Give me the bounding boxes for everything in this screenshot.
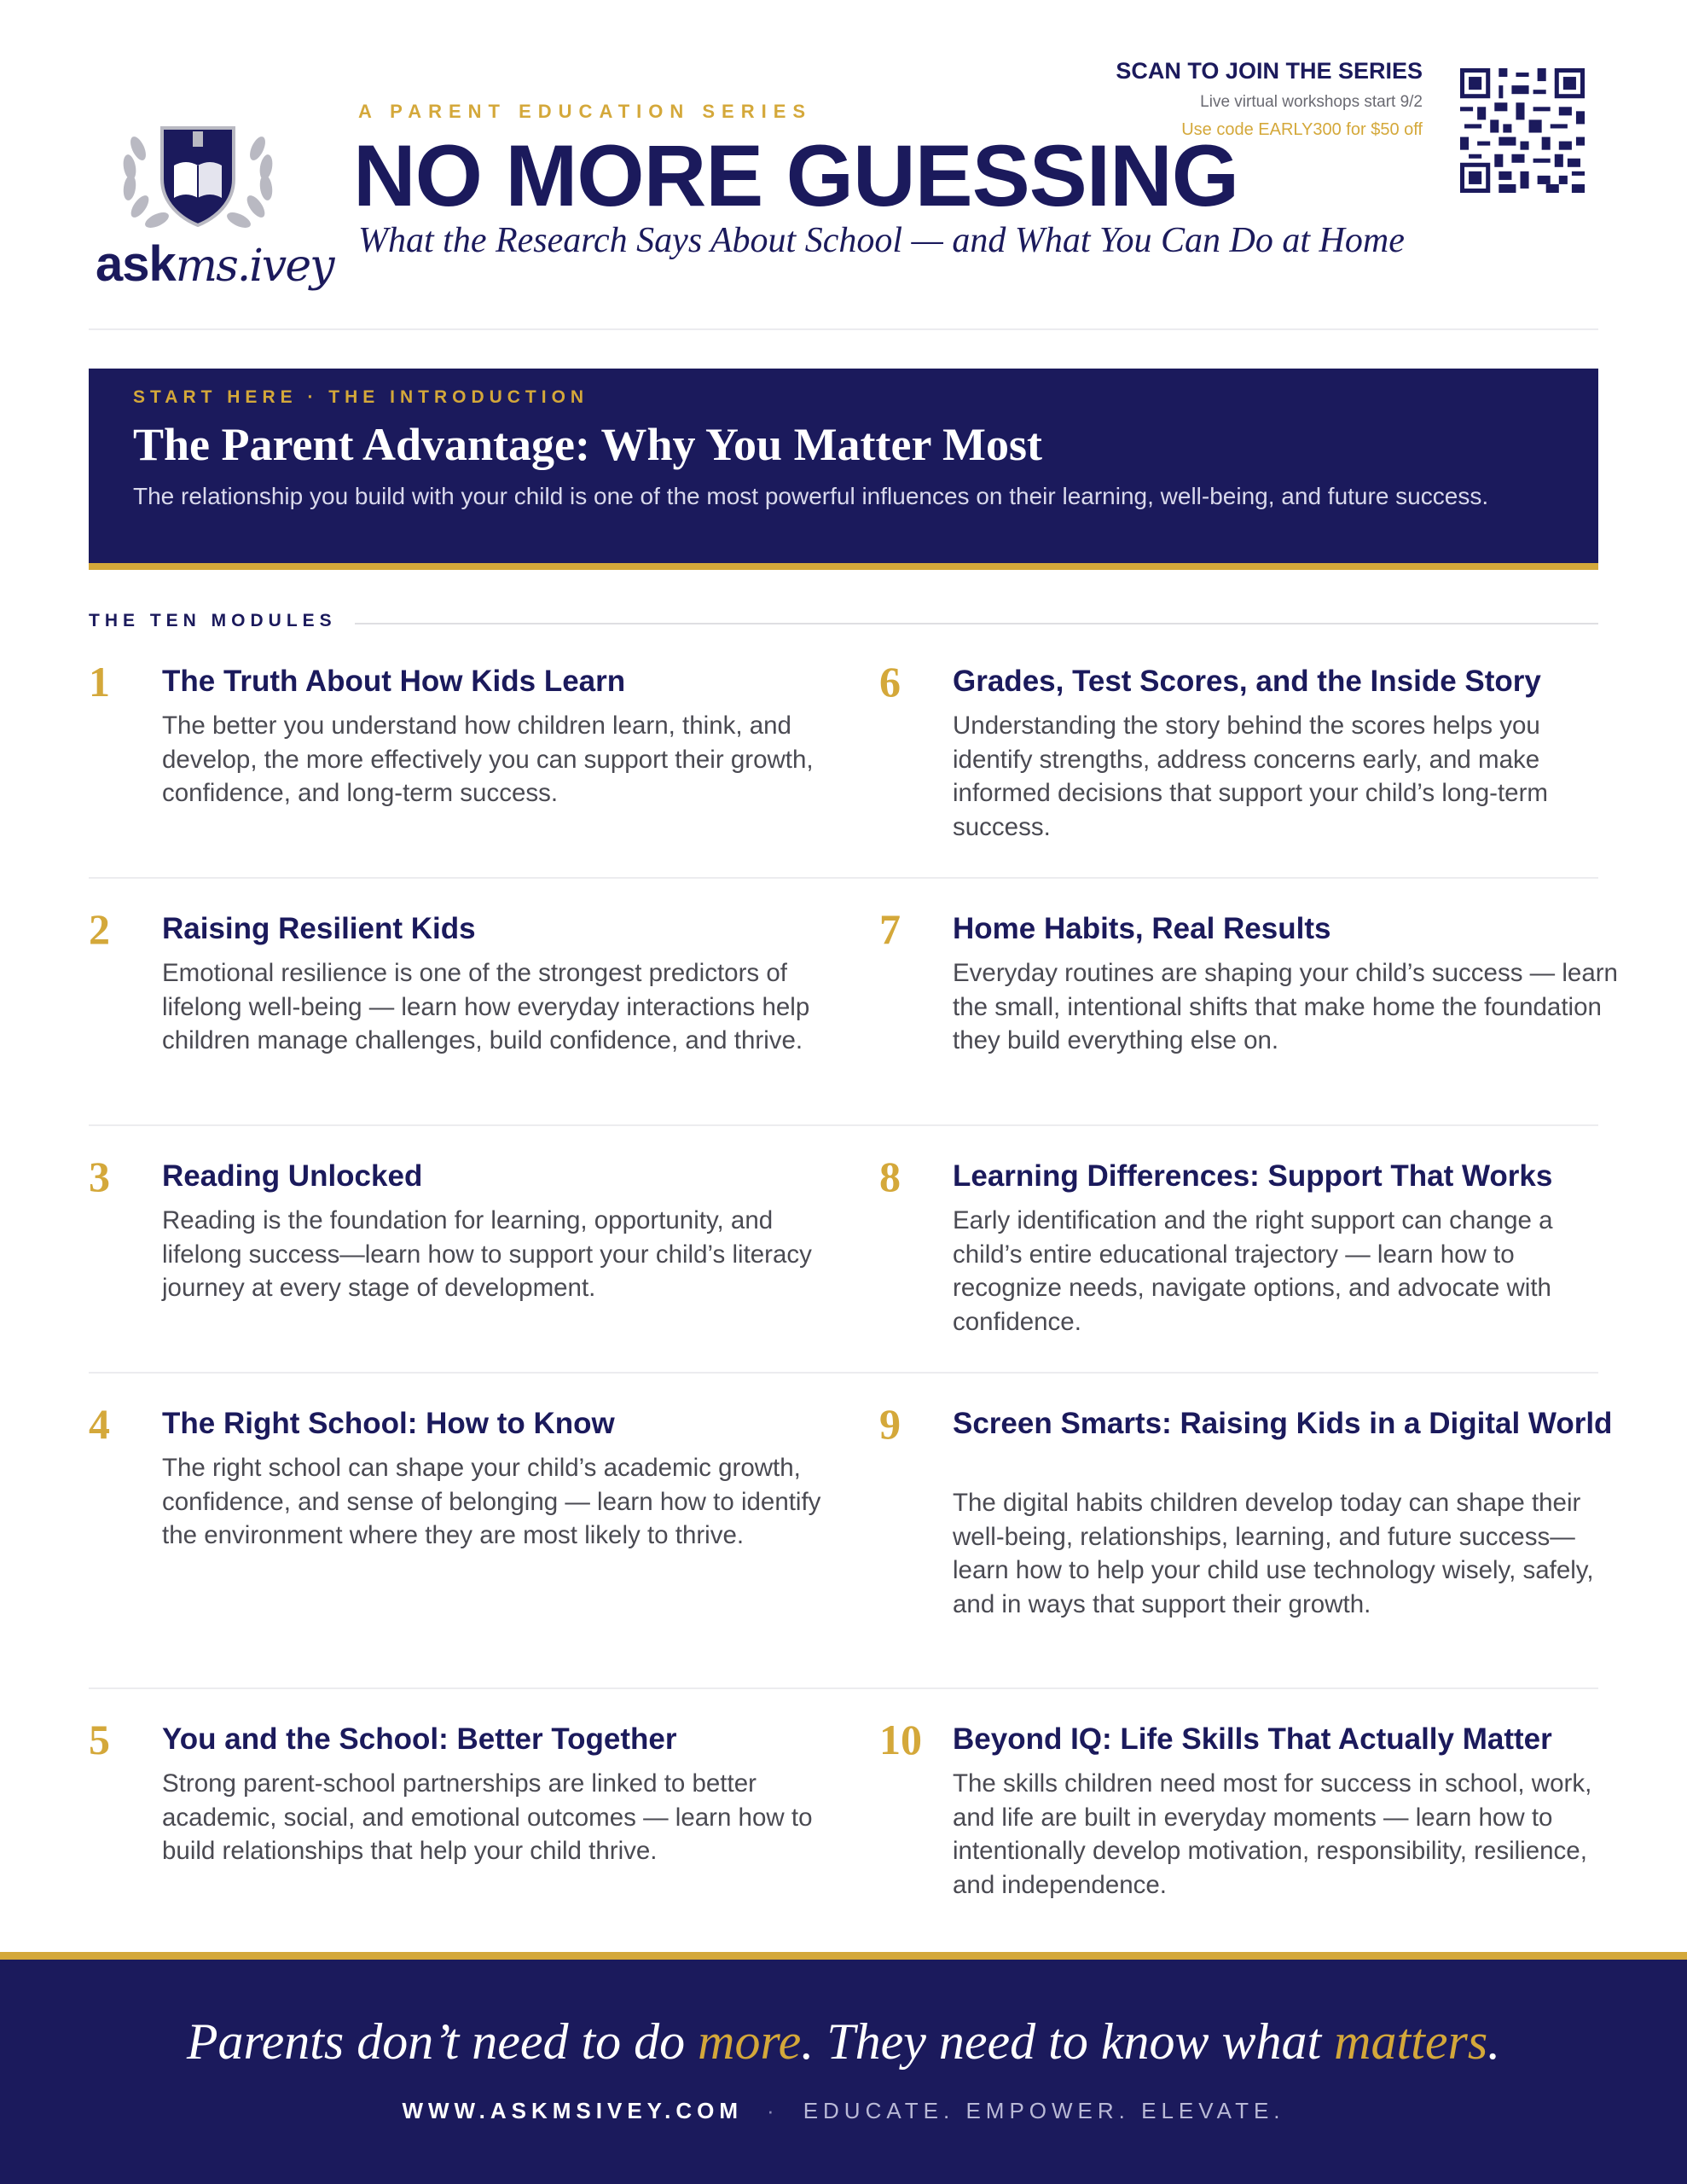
module-description: The digital habits children develop today can shape their well-being, relationships, learning, and future success—learn how to help your child use technology wisely, safely, and in ways that support their growth. (953, 1489, 1594, 1618)
module-number: 9 (879, 1400, 901, 1448)
website-link[interactable]: WWW.ASKMSIVEY.COM (402, 2098, 744, 2123)
module-title: You and the School: Better Together (162, 1722, 677, 1756)
module-description: Understanding the story behind the scores helps you identify strengths, address concerns early, and make informed decisions that support your child’s long-term success. (953, 712, 1548, 841)
intro-title: The Parent Advantage: Why You Matter Most (133, 419, 1042, 470)
row-divider (89, 1687, 1598, 1689)
module-number: 6 (879, 658, 901, 706)
module-title: Raising Resilient Kids (162, 912, 476, 945)
intro-banner (89, 369, 1598, 570)
page-subtitle: What the Research Says About School — and What You Can Do at Home (358, 221, 1405, 260)
module-description: The skills children need most for success in school, work, and life are built in everyday moments — learn how to intentionally develop motivation, responsibility, resilience, and independence. (953, 1769, 1592, 1899)
module-number: 10 (879, 1716, 922, 1763)
row-divider (89, 1372, 1598, 1374)
module-number: 5 (89, 1716, 110, 1763)
modules-header-rule (355, 623, 1598, 624)
row-divider (89, 1124, 1598, 1126)
brand-wordmark: askms.ivey (96, 236, 333, 292)
footer (0, 1952, 1687, 2184)
module-number: 4 (89, 1400, 110, 1448)
row-divider (89, 877, 1598, 879)
crest-icon (111, 116, 285, 235)
module-title: Screen Smarts: Raising Kids in a Digital World (953, 1407, 1613, 1440)
modules-header (89, 611, 1598, 636)
series-eyebrow: A PARENT EDUCATION SERIES (358, 101, 813, 122)
footer-links (0, 2098, 1687, 2124)
scan-callout (1116, 58, 1423, 140)
intro-body: The relationship you build with your child is one of the most powerful influences on their learning, well-being, and future success. (133, 483, 1489, 509)
module-description: Early identification and the right support can change a child’s entire educational trajectory — learn how to recognize needs, navigate options, and advocate with confidence. (953, 1206, 1553, 1336)
intro-kicker: START HERE · THE INTRODUCTION (133, 387, 589, 407)
module-title: Home Habits, Real Results (953, 912, 1331, 945)
module-title: Grades, Test Scores, and the Inside Story (953, 665, 1541, 698)
module-description: The right school can shape your child’s academic growth, confidence, and sense of belonging — learn how to identify the environment where they are most likely to thrive. (162, 1454, 821, 1549)
footer-tagline: Parents don’t need to do more. They need to know what matters. (186, 2013, 1501, 2070)
module-title: Reading Unlocked (162, 1159, 423, 1193)
module-title: The Right School: How to Know (162, 1407, 615, 1440)
promo-code-note: Use code EARLY300 for $50 off (1181, 120, 1423, 139)
module-number: 8 (879, 1153, 901, 1200)
module-description: The better you understand how children learn, think, and develop, the more effectively you can support their growth, confidence, and long-term success. (162, 712, 814, 807)
module-title: Learning Differences: Support That Works (953, 1159, 1553, 1193)
qr-code-icon[interactable] (1460, 68, 1585, 193)
module-description: Emotional resilience is one of the strongest predictors of lifelong well-being — learn how everyday interactions help children manage challenges, build confidence, and thrive. (162, 959, 810, 1054)
module-title: The Truth About How Kids Learn (162, 665, 626, 698)
modules-label: THE TEN MODULES (89, 611, 337, 630)
module-number: 1 (89, 658, 110, 706)
module-description: Strong parent-school partnerships are linked to better academic, social, and emotional outcomes — learn how to build relationships that help your child thrive. (162, 1769, 813, 1865)
header-divider (89, 328, 1598, 330)
footer-separator: · (767, 2098, 780, 2123)
brand-logo[interactable] (96, 116, 333, 295)
module-number: 2 (89, 905, 110, 953)
module-description: Reading is the foundation for learning, opportunity, and lifelong success—learn how to support your child’s literacy journey at every stage of development. (162, 1206, 812, 1302)
module-number: 3 (89, 1153, 110, 1200)
scan-heading: SCAN TO JOIN THE SERIES (1116, 58, 1423, 84)
workshop-start-note: Live virtual workshops start 9/2 (1200, 93, 1423, 111)
module-number: 7 (879, 905, 901, 953)
module-title: Beyond IQ: Life Skills That Actually Matter (953, 1722, 1552, 1756)
page-title: NO MORE GUESSING (353, 127, 1239, 224)
footer-motto: EDUCATE. EMPOWER. ELEVATE. (803, 2098, 1285, 2123)
module-description: Everyday routines are shaping your child’s success — learn the small, intentional shifts that make home the foundation they build everything else on. (953, 959, 1618, 1054)
